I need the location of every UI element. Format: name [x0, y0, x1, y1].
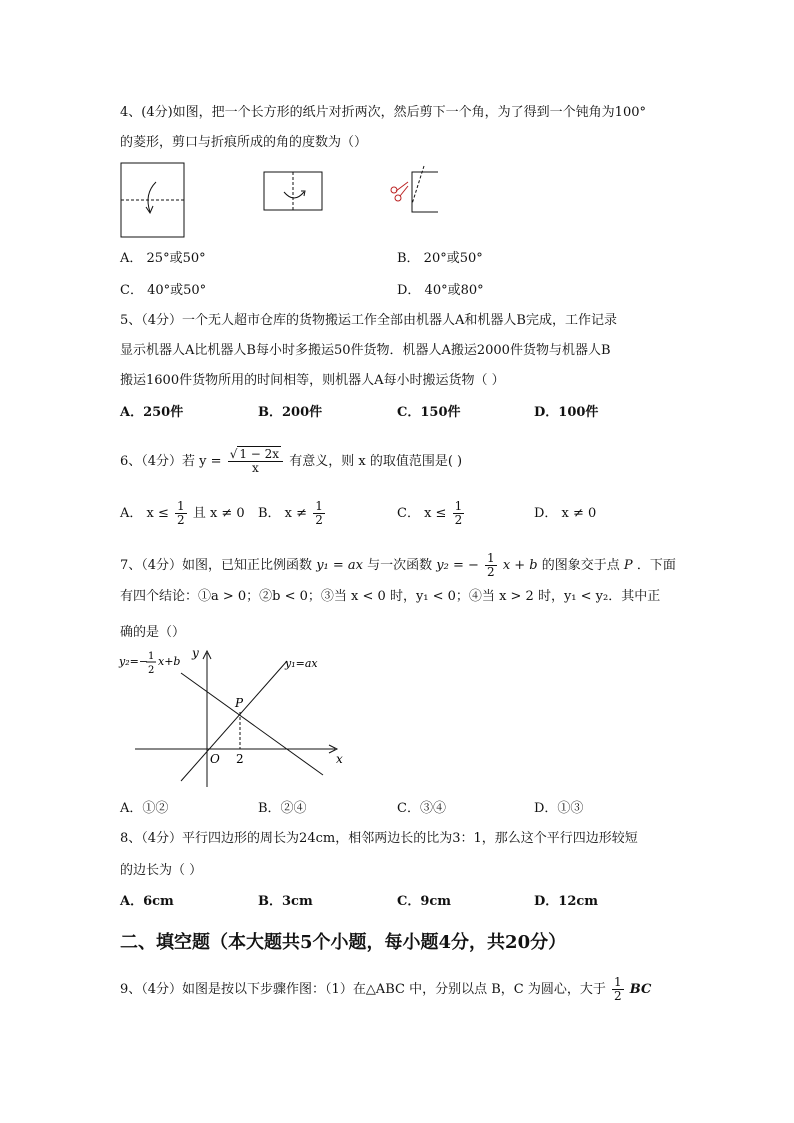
q9-line1	[120, 972, 651, 1008]
line-y1	[181, 661, 287, 781]
half-den: 2	[613, 989, 622, 1003]
half-den: 2	[177, 513, 185, 527]
q7-line2: 有四个结论：①a > 0；②b < 0；③当 x < 0 时，y₁ < 0；④当 x > 2 时，y₁ < y₂．其中正	[120, 589, 661, 604]
q8-line1: 8、（4分）平行四边形的周长为24cm，相邻两边长的比为3：1，那么这个平行四边形较短	[120, 831, 638, 846]
q4-option-a[interactable]: A． 25°或50°	[120, 251, 206, 266]
half-den: 2	[315, 513, 323, 527]
q6-option-b[interactable]	[258, 496, 327, 532]
q7-point-p: P	[623, 558, 633, 573]
q7-option-a[interactable]: A．①②	[120, 801, 169, 816]
q6-option-d[interactable]: D． x ≠ 0	[534, 506, 597, 521]
half-num: 1	[487, 551, 495, 565]
label-y2-num: 1	[148, 651, 155, 662]
label-axis-y: y	[192, 646, 199, 660]
q5-option-b[interactable]: B．200件	[258, 405, 323, 420]
q7-text-b: 与一次函数	[367, 558, 433, 573]
q7-y1: y₁ = ax	[316, 558, 363, 573]
q5-line1: 5、（4分）一个无人超市仓库的货物搬运工作全部由机器人A和机器人B完成，工作记录	[120, 313, 617, 328]
section-title: 二、填空题（本大题共5个小题，每小题4分，共20分）	[120, 932, 567, 953]
fold-arrow-2	[284, 192, 304, 198]
q7-y2: y₂ = −	[436, 558, 479, 573]
q7-y2-tail: x + b	[502, 558, 538, 573]
q4-option-d[interactable]: D． 40°或80°	[397, 283, 484, 298]
q7-option-d[interactable]: D．①③	[534, 801, 584, 816]
q5-line2: 显示机器人A比机器人B每小时多搬运50件货物．机器人A搬运2000件货物与机器人B	[120, 343, 611, 358]
q9-suffix: BC	[629, 982, 652, 997]
q6-option-b-pre: B． x ≠	[258, 506, 308, 521]
label-point-p: P	[235, 696, 244, 710]
q8-line2: 的边长为（ ）	[120, 863, 203, 878]
label-y2-den: 2	[148, 665, 155, 676]
q5-option-d[interactable]: D．100件	[534, 405, 599, 420]
q6-option-a-pre: A． x ≤	[120, 506, 169, 521]
q6-option-c[interactable]	[397, 496, 466, 532]
q5-option-a[interactable]: A．250件	[120, 405, 184, 420]
q7-graph	[115, 645, 355, 795]
half-num: 1	[177, 499, 185, 513]
q8-option-c[interactable]: C．9cm	[397, 894, 452, 909]
q7-option-c[interactable]: C．③④	[397, 801, 446, 816]
q6-fraction: $\frac{√ 1 - 2x}{x}$	[228, 448, 283, 475]
label-y2: y₂=−	[119, 655, 149, 668]
label-axis-x: x	[336, 752, 343, 766]
q4-line2: 的菱形，剪口与折痕所成的角的度数为（）	[120, 135, 368, 150]
label-y2-tail: x+b	[158, 655, 181, 668]
q6-denominator: x	[251, 461, 259, 475]
q4-figure	[118, 160, 438, 242]
half-den: 2	[454, 513, 463, 527]
q8-option-b[interactable]: B．3cm	[258, 894, 313, 909]
q6-radicand: 1 − 2x	[239, 447, 280, 461]
label-origin: O	[210, 752, 220, 766]
q7-text-c: 的图象交于点	[541, 558, 620, 573]
q6-option-c-pre: C． x ≤	[397, 506, 447, 521]
q7-text-d: ．下面	[636, 558, 676, 573]
q5-option-c[interactable]: C．150件	[397, 405, 461, 420]
q8-option-a[interactable]: A．6cm	[120, 894, 174, 909]
half-num: 1	[454, 499, 463, 513]
half-den: 2	[487, 565, 495, 579]
label-y1: y₁=ax	[285, 657, 318, 670]
q7-text-a: 7、（4分）如图，已知正比例函数	[120, 558, 313, 573]
q6-option-a[interactable]	[120, 496, 245, 532]
half-num: 1	[613, 975, 622, 989]
q7-line3: 确的是（）	[120, 625, 186, 640]
q4-option-b[interactable]: B． 20°或50°	[397, 251, 483, 266]
half-num: 1	[315, 499, 323, 513]
q8-option-d[interactable]: D．12cm	[534, 894, 599, 909]
q6-option-a-post: 且 x ≠ 0	[192, 506, 245, 521]
q4-option-c[interactable]: C． 40°或50°	[120, 283, 207, 298]
q7-option-b[interactable]: B．②④	[258, 801, 307, 816]
q9-prefix: 9、（4分）如图是按以下步骤作图：（1）在△ABC 中，分别以点 B，C 为圆心，大于	[120, 982, 606, 997]
q6-stem	[120, 444, 462, 480]
line-y2	[181, 673, 323, 775]
label-tick-2: 2	[236, 752, 244, 766]
q6-suffix: 有意义，则 x 的取值范围是( )	[289, 454, 463, 469]
q5-line3: 搬运1600件货物所用的时间相等，则机器人A每小时搬运货物（ ）	[120, 373, 505, 388]
q4-line1: 4、(4分)如图，把一个长方形的纸片对折两次，然后剪下一个角，为了得到一个钝角为100°	[120, 105, 646, 120]
scissors-icon	[391, 182, 408, 201]
q7-line1	[120, 548, 676, 584]
q6-prefix: 6、（4分）若 y =	[120, 454, 222, 469]
